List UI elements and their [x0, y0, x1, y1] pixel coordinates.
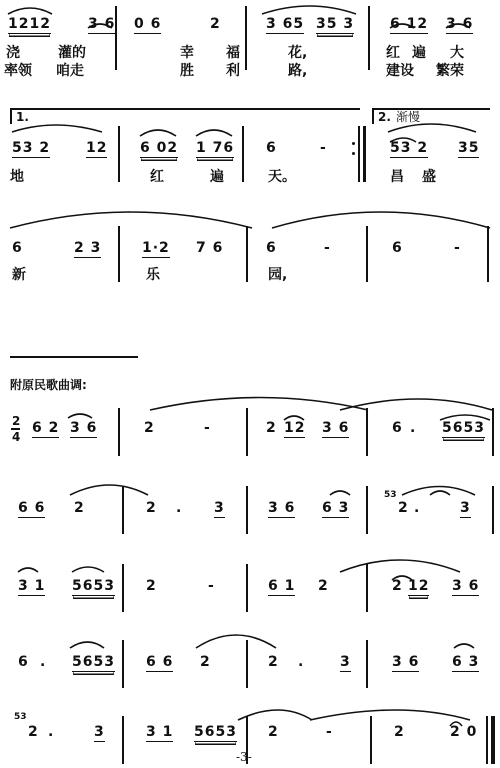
note-group: 5653	[72, 578, 115, 594]
note-group: 2	[146, 500, 157, 516]
lyric: 乐	[146, 267, 160, 283]
appendix-title: 附原民歌曲调:	[10, 378, 87, 392]
note-group: 6 2	[32, 420, 60, 436]
note-group: 6 3	[322, 500, 350, 516]
barline	[242, 126, 244, 182]
note-group: 35	[458, 140, 480, 156]
note-group: 2	[268, 724, 279, 740]
note-group: 2	[28, 724, 39, 740]
note-group: -	[326, 724, 333, 740]
note-group: .	[410, 420, 417, 436]
note-group: 6 1	[268, 578, 296, 594]
note-group: 12	[284, 420, 306, 436]
note-group: 2	[394, 724, 405, 740]
volta-bracket-1	[10, 108, 360, 110]
note-group: 6	[266, 140, 277, 156]
note-group: .	[414, 500, 421, 516]
note-group: 3 6	[70, 420, 98, 436]
note-group: 6 12	[390, 16, 429, 32]
note-group: 6	[12, 240, 23, 256]
note-group: 3 6	[88, 16, 116, 32]
note-group: 6	[266, 240, 277, 256]
note-group: 6 3	[452, 654, 480, 670]
note-group: -	[208, 578, 215, 594]
volta-bracket-1-edge	[10, 108, 12, 124]
lyric: 花,	[288, 45, 308, 61]
note-group: .	[48, 724, 55, 740]
time-signature-bottom: 4	[12, 430, 21, 444]
note-group: 3 6	[452, 578, 480, 594]
final-barline-thick	[491, 716, 495, 764]
lyric: 建设	[386, 63, 414, 79]
note-group: 12	[408, 578, 430, 594]
lyric: 地	[10, 169, 24, 185]
barline	[366, 408, 368, 456]
barline	[246, 408, 248, 456]
note-group: .	[176, 500, 183, 516]
note-group: 5653	[442, 420, 485, 436]
lyric: 咱走	[56, 63, 84, 79]
barline	[246, 226, 248, 282]
repeat-barline	[358, 126, 360, 182]
note-group: 2	[74, 500, 85, 516]
lyric: 昌	[390, 169, 404, 185]
barline	[370, 716, 372, 764]
barline	[122, 716, 124, 764]
note-group: 2 3	[74, 240, 102, 256]
barline	[487, 226, 489, 282]
note-group: 6 02	[140, 140, 179, 156]
section-divider	[10, 356, 138, 358]
grace-notes: 53	[384, 490, 397, 500]
note-group: 12	[86, 140, 108, 156]
barline	[492, 408, 494, 456]
note-group: 2	[398, 500, 409, 516]
note-group: 35 3	[316, 16, 355, 32]
note-group: 6	[18, 654, 29, 670]
lyric: 红	[150, 169, 164, 185]
lyric: 浇	[6, 45, 20, 61]
lyric: 路,	[288, 63, 308, 79]
lyric: 新	[12, 267, 26, 283]
barline	[245, 6, 247, 70]
repeat-barline-thick	[363, 126, 366, 182]
note-group: .	[40, 654, 47, 670]
barline	[118, 408, 120, 456]
lyric: 园,	[268, 267, 288, 283]
note-group: 3 1	[18, 578, 46, 594]
note-group: 3 1	[146, 724, 174, 740]
lyric: 率领	[4, 63, 32, 79]
note-group: 3 6	[322, 420, 350, 436]
lyric: 盛	[422, 169, 436, 185]
barline	[366, 486, 368, 534]
barline	[118, 126, 120, 182]
grace-notes: 53	[14, 712, 27, 722]
note-group: 5653	[194, 724, 237, 740]
barline	[118, 226, 120, 282]
final-barline	[486, 716, 488, 764]
note-group: 0 6	[134, 16, 162, 32]
note-group: 1 76	[196, 140, 235, 156]
note-group: .	[298, 654, 305, 670]
note-group: 3 6	[268, 500, 296, 516]
note-group: 5653	[72, 654, 115, 670]
barline	[366, 640, 368, 688]
note-group: 3 6	[446, 16, 474, 32]
note-group: 3	[94, 724, 105, 740]
lyric: 遍	[210, 169, 224, 185]
note-group: 3	[214, 500, 225, 516]
lyric: 幸	[180, 45, 194, 61]
lyric: 大	[450, 45, 464, 61]
note-group: -	[204, 420, 211, 436]
note-group: 2	[200, 654, 211, 670]
note-group: 1212	[8, 16, 51, 32]
barline	[246, 564, 248, 612]
lyric: 繁荣	[436, 63, 464, 79]
barline	[366, 226, 368, 282]
note-group: -	[454, 240, 461, 256]
barline	[492, 486, 494, 534]
note-group: 2 0	[450, 724, 478, 740]
barline	[366, 564, 368, 612]
note-group: 2	[210, 16, 221, 32]
lyric: 福	[226, 45, 240, 61]
note-group: 2	[268, 654, 279, 670]
note-group: 2	[144, 420, 155, 436]
note-group: 3 65	[266, 16, 305, 32]
repeat-dot	[352, 142, 355, 145]
note-group: 6 6	[18, 500, 46, 516]
lyric: 天。	[268, 169, 296, 185]
barline	[122, 486, 124, 534]
time-signature-top: 2	[12, 414, 21, 428]
lyric: 灌的	[58, 45, 86, 61]
barline	[122, 564, 124, 612]
note-group: 2	[146, 578, 157, 594]
note-group: -	[320, 140, 327, 156]
note-group: 2	[392, 578, 403, 594]
repeat-dot	[352, 152, 355, 155]
lyric: 利	[226, 63, 240, 79]
note-group: 6	[392, 420, 403, 436]
barline	[246, 640, 248, 688]
note-group: 7 6	[196, 240, 224, 256]
note-group: 2	[266, 420, 277, 436]
lyric: 红	[386, 45, 400, 61]
note-group: 6 6	[146, 654, 174, 670]
note-group: 3 6	[392, 654, 420, 670]
note-group: 53 2	[12, 140, 51, 156]
note-group: 53 2	[390, 140, 429, 156]
note-group: 6	[392, 240, 403, 256]
barline	[368, 6, 370, 70]
barline	[246, 486, 248, 534]
tempo-mark: 渐慢	[396, 110, 421, 124]
note-group: 2	[318, 578, 329, 594]
lyric: 遍	[412, 45, 426, 61]
note-group: 1·2	[142, 240, 170, 256]
note-group: 3	[460, 500, 471, 516]
barline	[122, 640, 124, 688]
volta-bracket-2-edge	[372, 108, 374, 124]
note-group: -	[324, 240, 331, 256]
lyric: 胜	[180, 63, 194, 79]
note-group: 3	[340, 654, 351, 670]
volta-label-1: 1.	[16, 110, 29, 124]
page-number: -3-	[236, 750, 252, 764]
volta-label-2: 2.	[378, 110, 391, 124]
